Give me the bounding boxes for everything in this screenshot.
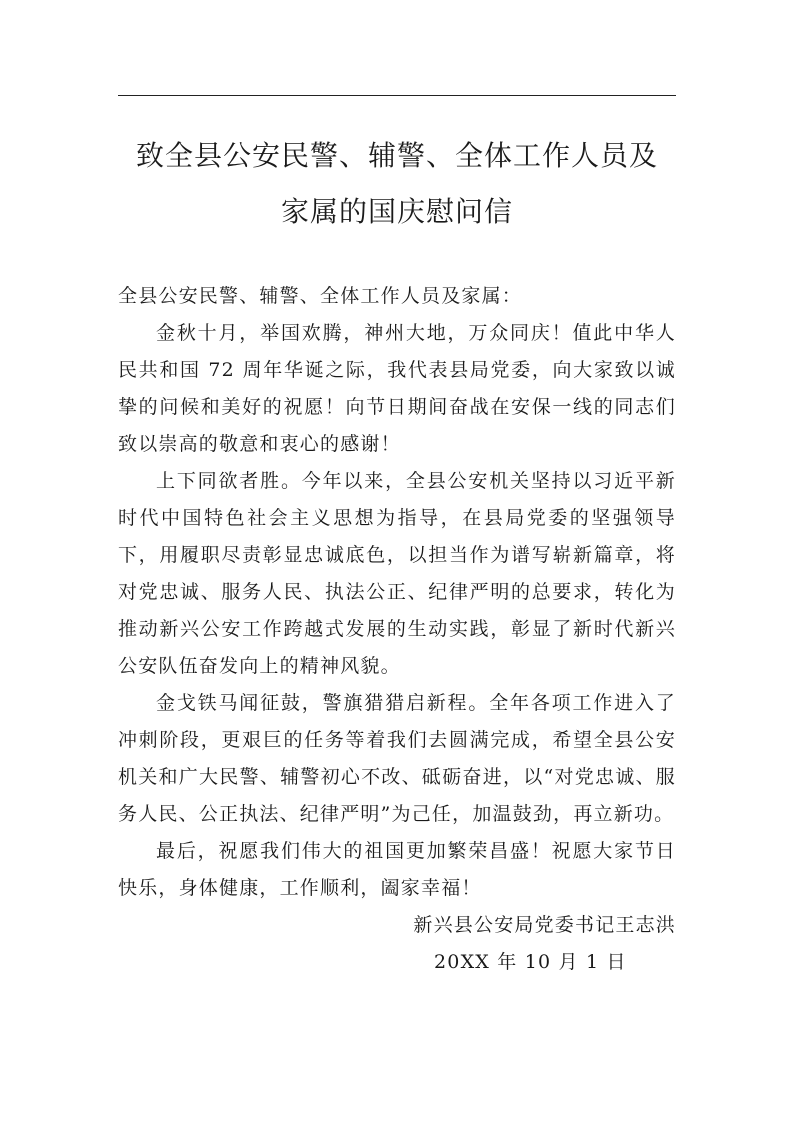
- paragraph-3: 金戈铁马闻征鼓，警旗猎猎启新程。全年各项工作进入了冲刺阶段，更艰巨的任务等着我们去圆满完成，希望全县公安机关和广大民警、辅警初心不改、砥砺奋进，以“对党忠诚、服务人民、公正执法、纪律严明”为己任，加温鼓劲，再立新功。: [118, 692, 676, 825]
- letter-date: 20XX 年 10 月 1 日: [434, 951, 627, 973]
- salutation: 全县公安民警、辅警、全体工作人员及家属：: [118, 285, 523, 307]
- letter-body: [118, 278, 676, 981]
- title-line-1: 致全县公安民警、辅警、全体工作人员及: [135, 139, 658, 172]
- header-divider: [118, 95, 676, 96]
- paragraph-2: 上下同欲者胜。今年以来，全县公安机关坚持以习近平新时代中国特色社会主义思想为指导，在县局党委的坚强领导下，用履职尽责彰显忠诚底色，以担当作为谱写崭新篇章，将对党忠诚、服务人民、执法公正、纪律严明的总要求，转化为推动新兴公安工作跨越式发展的生动实践，彰显了新时代新兴公安队伍奋发向上的精神风貌。: [118, 470, 676, 677]
- signature: 新兴县公安局党委书记王志洪: [413, 914, 676, 936]
- paragraph-4: 最后，祝愿我们伟大的祖国更加繁荣昌盛！祝愿大家节日快乐，身体健康，工作顺利，阖家幸福！: [118, 840, 676, 899]
- title-line-2: 家属的国庆慰问信: [280, 195, 513, 228]
- paragraph-1: 金秋十月，举国欢腾，神州大地，万众同庆！值此中华人民共和国 72 周年华诞之际，我代表县局党委，向大家致以诚挚的问候和美好的祝愿！向节日期间奋战在安保一线的同志们致以崇高的敬意和衷心的感谢！: [118, 322, 676, 455]
- document-title: [118, 128, 676, 240]
